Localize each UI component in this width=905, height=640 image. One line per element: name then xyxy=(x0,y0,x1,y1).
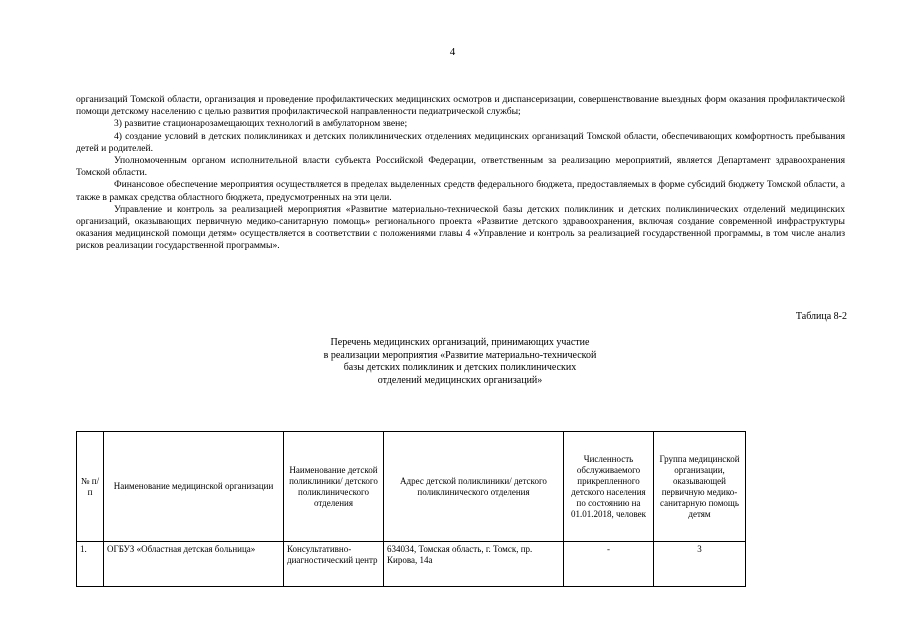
table-title-line: отделений медицинских организаций» xyxy=(377,374,543,386)
cell-organization: ОГБУЗ «Областная детская больница» xyxy=(104,542,284,587)
body-text xyxy=(76,94,845,253)
cell-clinic: Консультативно-диагностический центр xyxy=(284,542,384,587)
paragraph: 4) создание условий в детских поликлиниках и детских поликлинических отделениях медицинских организаций Томской области, обеспечивающих комфортность пребывания детей и родителей. xyxy=(76,130,845,154)
header-clinic: Наименование детской поликлиники/ детского поликлинического отделения xyxy=(284,432,384,542)
cell-number: 1. xyxy=(77,542,104,587)
table-header-row xyxy=(77,432,746,542)
table-title-line: Перечень медицинских организаций, принимающих участие xyxy=(330,337,590,348)
table-row xyxy=(77,542,746,587)
header-group: Группа медицинской организации, оказывающей первичную медико-санитарную помощь детям xyxy=(654,432,746,542)
header-address: Адрес детской поликлиники/ детского поликлинического отделения xyxy=(384,432,564,542)
table-title-line: базы детских поликлиник и детских поликлинических xyxy=(343,362,577,373)
header-population: Численность обслуживаемого прикрепленного детского населения по состоянию на 01.01.2018, человек xyxy=(564,432,654,542)
table-title-line: в реализации мероприятия «Развитие материально-технической xyxy=(323,349,597,361)
paragraph: Уполномоченным органом исполнительной власти субъекта Российской Федерации, ответственным за реализацию мероприятий, является Департамент здравоохранения Томской области. xyxy=(76,155,845,179)
paragraph: Финансовое обеспечение мероприятия осуществляется в пределах выделенных средств федерального бюджета, предоставляемых в форме субсидий бюджету Томской области, а также в рамках средства областного бюджета, предусмотренных на эти цели. xyxy=(76,179,845,203)
cell-population: - xyxy=(564,542,654,587)
header-organization: Наименование медицинской организации xyxy=(104,432,284,542)
paragraph: 3) развитие стационарозамещающих технологий в амбулаторном звене; xyxy=(114,118,408,130)
cell-group: 3 xyxy=(654,542,746,587)
table-title xyxy=(150,337,770,387)
cell-address: 634034, Томская область, г. Томск, пр. Кирова, 14а xyxy=(384,542,564,587)
paragraph: Управление и контроль за реализацией мероприятия «Развитие материально-технической базы детских поликлиник и детских поликлинических отделений медицинских организаций, оказывающих первичную медико-санитарную помощь» регионального проекта «Развитие детского здравоохранения, включая создание современной инфраструктуры оказания медицинской помощи детям» осуществляется в соответствии с положениями главы 4 «Управление и контроль за реализацией государственной программы, в том числе анализ рисков реализации государственной программы». xyxy=(76,203,845,252)
organizations-table xyxy=(76,431,746,587)
table-label: Таблица 8-2 xyxy=(795,311,847,322)
header-number: № п/п xyxy=(77,432,104,542)
paragraph: организаций Томской области, организация и проведение профилактических медицинских осмотров и диспансеризации, совершенствование выездных форм оказания профилактической помощи детскому населению с целью развития профилактической направленности педиатрической службы; xyxy=(76,94,845,118)
page-number: 4 xyxy=(449,46,456,58)
